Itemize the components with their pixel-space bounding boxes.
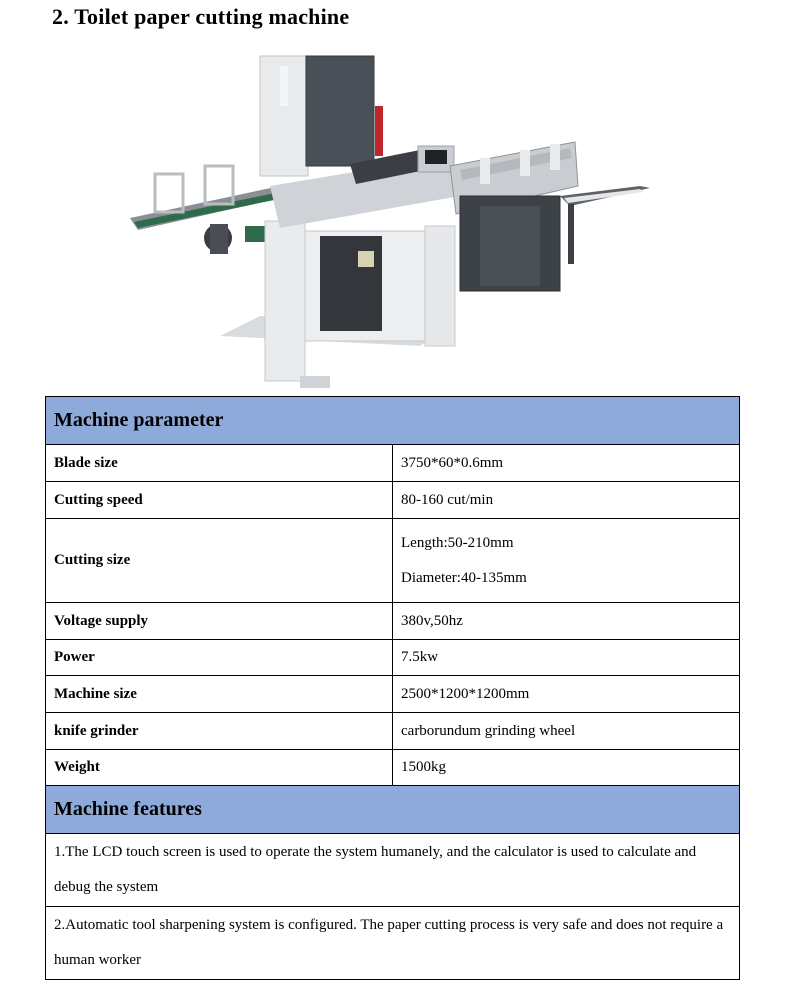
param-label: Machine size (46, 676, 393, 713)
table-row (46, 603, 740, 640)
param-label: knife grinder (46, 713, 393, 750)
param-value-line: Length:50-210mm (401, 534, 514, 551)
section-header-row (46, 397, 740, 445)
table-row (46, 750, 740, 786)
machine-features-heading: Machine features (46, 786, 740, 834)
param-label-text: Cutting size (54, 552, 131, 568)
table-row (46, 519, 740, 603)
table-row (46, 834, 740, 907)
param-value: 3750*60*0.6mm (393, 445, 740, 482)
param-value: 7.5kw (393, 640, 740, 676)
param-label: Voltage supply (46, 603, 393, 640)
table-row (46, 713, 740, 750)
machine-parameter-heading: Machine parameter (46, 397, 740, 445)
param-value: 1500kg (393, 750, 740, 786)
param-label: Weight (46, 750, 393, 786)
param-value: 380v,50hz (393, 603, 740, 640)
table-row (46, 907, 740, 980)
machine-photo (120, 46, 650, 396)
param-label: Cutting speed (46, 482, 393, 519)
feature-item: 2.Automatic tool sharpening system is configured. The paper cutting process is very safe and does not require a human worker (46, 907, 740, 980)
param-label (46, 519, 393, 603)
spec-table (45, 396, 740, 980)
param-label: Power (46, 640, 393, 676)
page-title: 2. Toilet paper cutting machine (52, 4, 350, 29)
table-row (46, 640, 740, 676)
table-row (46, 676, 740, 713)
param-value: 80-160 cut/min (393, 482, 740, 519)
param-label: Blade size (46, 445, 393, 482)
param-value: carborundum grinding wheel (393, 713, 740, 750)
param-value: 2500*1200*1200mm (393, 676, 740, 713)
param-value (393, 519, 740, 603)
table-row (46, 445, 740, 482)
table-row (46, 482, 740, 519)
section-header-row (46, 786, 740, 834)
feature-item: 1.The LCD touch screen is used to operate the system humanely, and the calculator is used to calculate and debug the system (46, 834, 740, 907)
param-value-line: Diameter:40-135mm (401, 569, 527, 586)
